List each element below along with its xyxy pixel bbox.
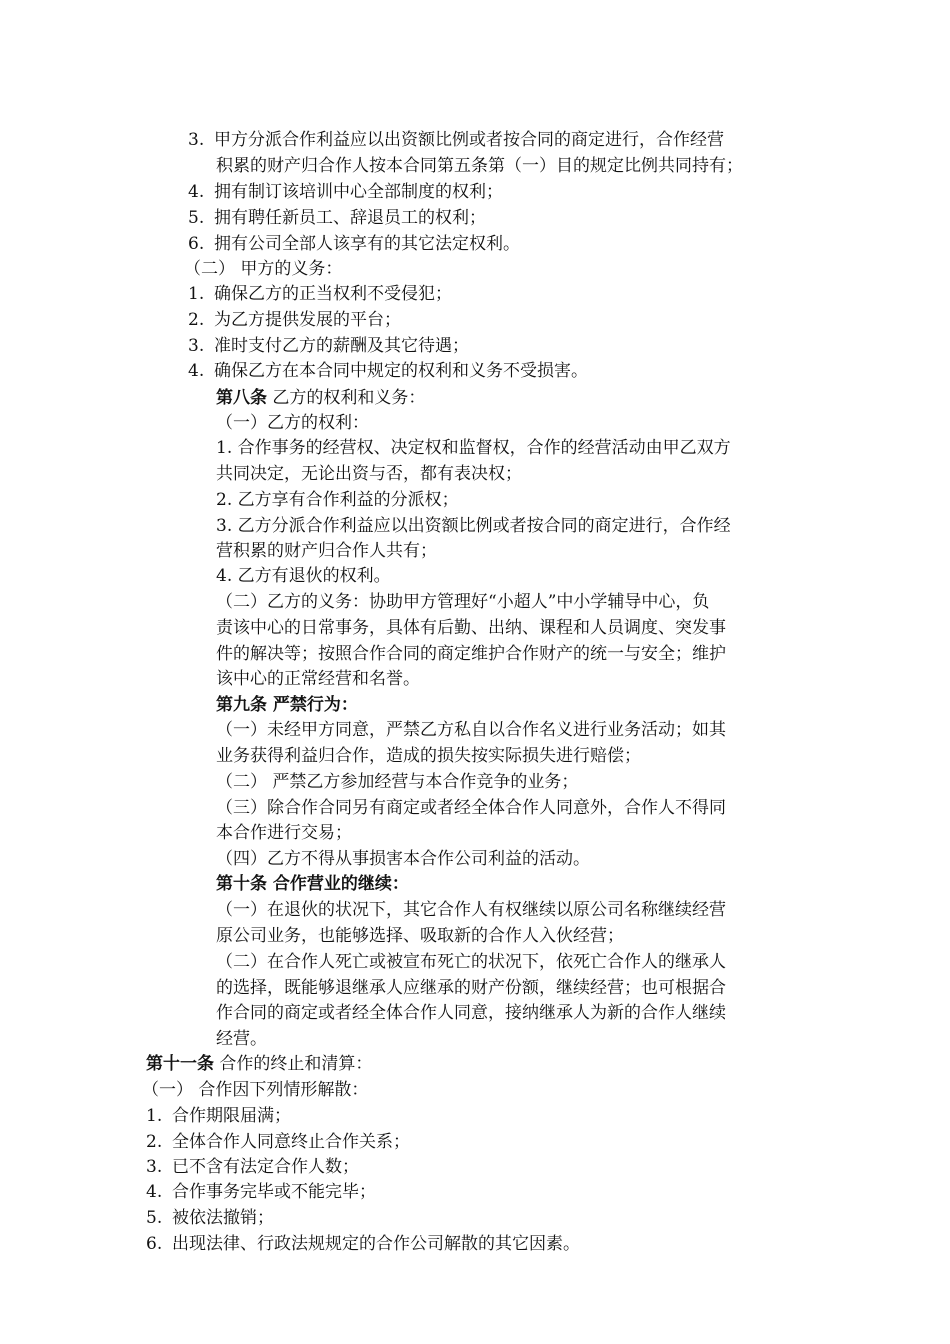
list-text: 甲方分派合作利益应以出资额比例或者按合同的商定进行，合作经营 [214, 130, 724, 150]
article-title: 合作的终止和清算： [214, 1054, 373, 1074]
list-number: 5. [188, 208, 205, 228]
article-heading [216, 386, 425, 410]
paragraph-line: 经营。 [216, 1029, 267, 1049]
paragraph-line: （四）乙方不得从事损害本合作公司利益的活动。 [216, 849, 590, 869]
paragraph-line: 原公司业务，也能够选择、吸取新的合作人入伙经营； [216, 926, 624, 946]
list-text: 准时支付乙方的薪酬及其它待遇； [214, 336, 469, 356]
list-item [146, 1206, 274, 1230]
paragraph-line: （二）在合作人死亡或被宣布死亡的状况下，依死亡合作人的继承人 [216, 952, 726, 972]
paragraph-line: 共同决定，无论出资与否，都有表决权； [216, 464, 522, 484]
paragraph-line: （三）除合作合同另有商定或者经全体合作人同意外，合作人不得同 [216, 798, 726, 818]
list-number: 6. [188, 234, 205, 254]
list-item [146, 1180, 376, 1204]
list-number: 1. [188, 284, 205, 304]
paragraph-line: （二）乙方的义务：协助甲方管理好“小超人”中小学辅导中心，负 [216, 592, 710, 612]
list-item [188, 334, 469, 358]
paragraph-line: （二） 严禁乙方参加经营与本合作竞争的业务； [216, 772, 579, 792]
paragraph-line: 责该中心的日常事务，具体有后勤、出纳、课程和人员调度、突发事 [216, 618, 726, 638]
paragraph-line: 业务获得利益归合作，造成的损失按实际损失进行赔偿； [216, 746, 641, 766]
paragraph-line: 积累的财产归合作人按本合同第五条第（一）目的规定比例共同持有； [216, 156, 743, 176]
list-item [188, 359, 588, 383]
paragraph-line: 作合同的商定或者经全体合作人同意，接纳继承人为新的合作人继续 [216, 1003, 726, 1023]
list-item [188, 180, 503, 204]
list-item [146, 1232, 580, 1256]
list-item [188, 232, 520, 256]
list-text: 为乙方提供发展的平台； [214, 310, 401, 330]
list-item [146, 1104, 291, 1128]
article-title: 乙方的权利和义务： [267, 388, 426, 408]
list-number: 4. [188, 182, 205, 202]
paragraph-line: （一）未经甲方同意，严禁乙方私自以合作名义进行业务活动；如其 [216, 720, 726, 740]
list-text: 拥有聘任新员工、辞退员工的权利； [214, 208, 486, 228]
list-number: 2. [146, 1132, 163, 1152]
section-heading: （一）乙方的权利： [216, 413, 369, 433]
list-text: 被依法撤销； [172, 1208, 274, 1228]
list-text: 合作事务完毕或不能完毕； [172, 1182, 376, 1202]
list-text: 确保乙方在本合同中规定的权利和义务不受损害。 [214, 361, 588, 381]
article-number: 第八条 [216, 388, 267, 408]
list-item [188, 128, 724, 152]
list-number: 5. [146, 1208, 163, 1228]
list-text: 确保乙方的正当权利不受侵犯； [214, 284, 452, 304]
list-text: 出现法律、行政法规规定的合作公司解散的其它因素。 [172, 1234, 580, 1254]
list-item [188, 308, 401, 332]
paragraph-line: 件的解决等；按照合作合同的商定维护合作财产的统一与安全；维护 [216, 644, 726, 664]
list-number: 3. [146, 1157, 163, 1177]
article-heading [146, 1052, 372, 1076]
section-heading: （二） 甲方的义务： [184, 259, 343, 279]
article-heading: 第九条 严禁行为： [216, 695, 358, 715]
list-item [188, 282, 452, 306]
list-text: 合作期限届满； [172, 1106, 291, 1126]
list-number: 3. [188, 336, 205, 356]
list-text: 拥有公司全部人该享有的其它法定权利。 [214, 234, 520, 254]
list-item [188, 206, 486, 230]
list-item [146, 1130, 410, 1154]
list-number: 4. [146, 1182, 163, 1202]
article-heading: 第十条 合作营业的继续： [216, 874, 409, 894]
article-number: 第十一条 [146, 1054, 214, 1074]
paragraph-line: （一）在退伙的状况下，其它合作人有权继续以原公司名称继续经营 [216, 900, 726, 920]
paragraph-line: 3. 乙方分派合作利益应以出资额比例或者按合同的商定进行，合作经 [216, 516, 731, 536]
list-number: 6. [146, 1234, 163, 1254]
paragraph-line: 4. 乙方有退伙的权利。 [216, 566, 391, 586]
list-text: 拥有制订该培训中心全部制度的权利； [214, 182, 503, 202]
paragraph-line: 的选择，既能够退继承人应继承的财产份额，继续经营；也可根据合 [216, 978, 726, 998]
list-item [146, 1155, 359, 1179]
paragraph-line: 2. 乙方享有合作利益的分派权； [216, 490, 459, 510]
list-number: 1. [146, 1106, 163, 1126]
list-text: 全体合作人同意终止合作关系； [172, 1132, 410, 1152]
paragraph-line: 营积累的财产归合作人共有； [216, 541, 437, 561]
paragraph-line: 该中心的正常经营和名誉。 [216, 669, 420, 689]
list-number: 4. [188, 361, 205, 381]
paragraph-line: 1. 合作事务的经营权、决定权和监督权，合作的经营活动由甲乙双方 [216, 438, 731, 458]
paragraph-line: 本合作进行交易； [216, 823, 352, 843]
list-number: 3. [188, 130, 205, 150]
list-text: 已不含有法定合作人数； [172, 1157, 359, 1177]
section-heading: （一） 合作因下列情形解散： [142, 1080, 369, 1100]
list-number: 2. [188, 310, 205, 330]
